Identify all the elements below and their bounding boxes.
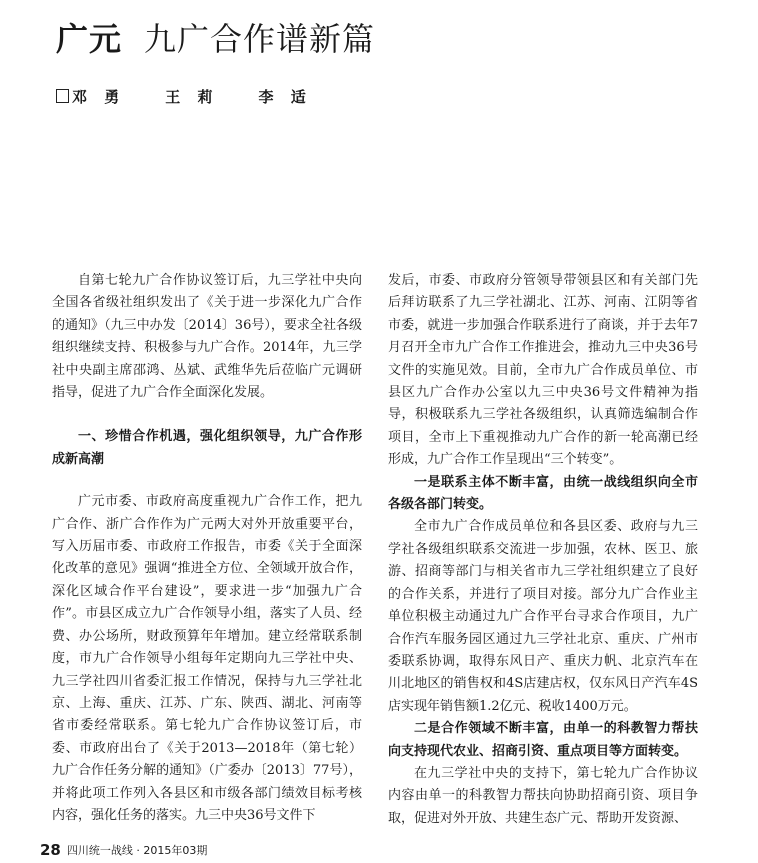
title-sub: 九广合作谱新篇 bbox=[144, 20, 376, 58]
page-footer bbox=[40, 842, 207, 859]
section-heading: 一、珍惜合作机遇，强化组织领导，九广合作形成新高潮 bbox=[52, 429, 362, 467]
body-column-left bbox=[52, 270, 362, 827]
paragraph: 发后，市委、市政府分管领导带领县区和有关部门先后拜访联系了九三学社湖北、江苏、河南、江阴等省市委，就进一步加强合作联系进行了商谈，并于去年7月召开全市九广合作工作推进会，推动九三中央36号文件的实施见效。目前，全市九广合作成员单位、市县区九广合作办公室以九三中央36号文件精神为指导，积极联系九三学社各级组织，认真筛选编制合作项目，全市上下重视推动九广合作的新一轮高潮已经形成，九广合作工作呈现出“三个转变”。 bbox=[388, 273, 698, 468]
title-main: 广元 bbox=[56, 20, 123, 58]
author-name: 李 适 bbox=[258, 88, 312, 106]
author-name: 邓 勇 bbox=[72, 88, 126, 106]
paragraph: 广元市委、市政府高度重视九广合作工作，把九广合作、浙广合作作为广元两大对外开放重要平台，写入历届市委、市政府工作报告，市委《关于全面深化改革的意见》强调“推进全方位、全领域开放合作，深化区域合作平台建设”，要求进一步“加强九广合作”。市县区成立九广合作领导小组，落实了人员、经费、办公场所，财政预算年年增加。建立经常联系制度，市九广合作领导小组每年定期向九三学社中央、九三学社四川省委汇报工作情况，保持与九三学社北京、上海、重庆、江苏、广东、陕西、湖北、河南等省市委经常联系。第七轮九广合作协议签订后，市委、市政府出台了《关于2013—2018年（第七轮）九广合作任务分解的通知》（广委办〔2013〕77号），并将此项工作列入各县区和市级各部门绩效目标考核内容，强化任务的落实。九三中央36号文件下 bbox=[52, 494, 362, 823]
author-name: 王 莉 bbox=[165, 88, 219, 106]
subheading-paragraph: 一是联系主体不断丰富，由统一战线组织向全市各级各部门转变。 bbox=[388, 474, 698, 513]
publication-name: 四川统一战线 · 2015年03期 bbox=[66, 844, 208, 857]
paragraph: 自第七轮九广合作协议签订后，九三学社中央向全国各省级社组织发出了《关于进一步深化九广合作的通知》（九三中办发〔2014〕36号），要求全社各级组织继续支持、积极参与九广合作。2014年，九三学社中央副主席邵鸿、丛斌、武维华先后莅临广元调研指导，促进了九广合作全面深化发展。 bbox=[52, 273, 362, 401]
authors-line bbox=[56, 86, 352, 108]
paragraph: 在九三学社中央的支持下，第七轮九广合作协议内容由单一的科教智力帮扶向协助招商引资、项目争取，促进对外开放、共建生态广元、帮助开发资源、 bbox=[388, 765, 698, 826]
body-column-right bbox=[388, 270, 698, 830]
paragraph: 全市九广合作成员单位和各县区委、政府与九三学社各级组织联系交流进一步加强，农林、医卫、旅游、招商等部门与相关省市九三学社组织建立了良好的合作关系，并进行了项目对接。部分九广合作业主单位积极主动通过九广合作平台寻求合作项目，九广合作汽车服务园区通过九三学社北京、重庆、广州市委联系协调，取得东风日产、重庆力帆、北京汽车在川北地区的销售权和4S店建店权，仅东风日产汽车4S店实现年销售额1.2亿元、税收1400万元。 bbox=[388, 519, 698, 714]
author-box-icon bbox=[56, 89, 69, 103]
subheading-paragraph: 二是合作领域不断丰富，由单一的科教智力帮扶向支持现代农业、招商引资、重点项目等方面转变。 bbox=[388, 721, 698, 759]
page-number: 28 bbox=[40, 841, 61, 859]
article-title bbox=[56, 18, 375, 60]
